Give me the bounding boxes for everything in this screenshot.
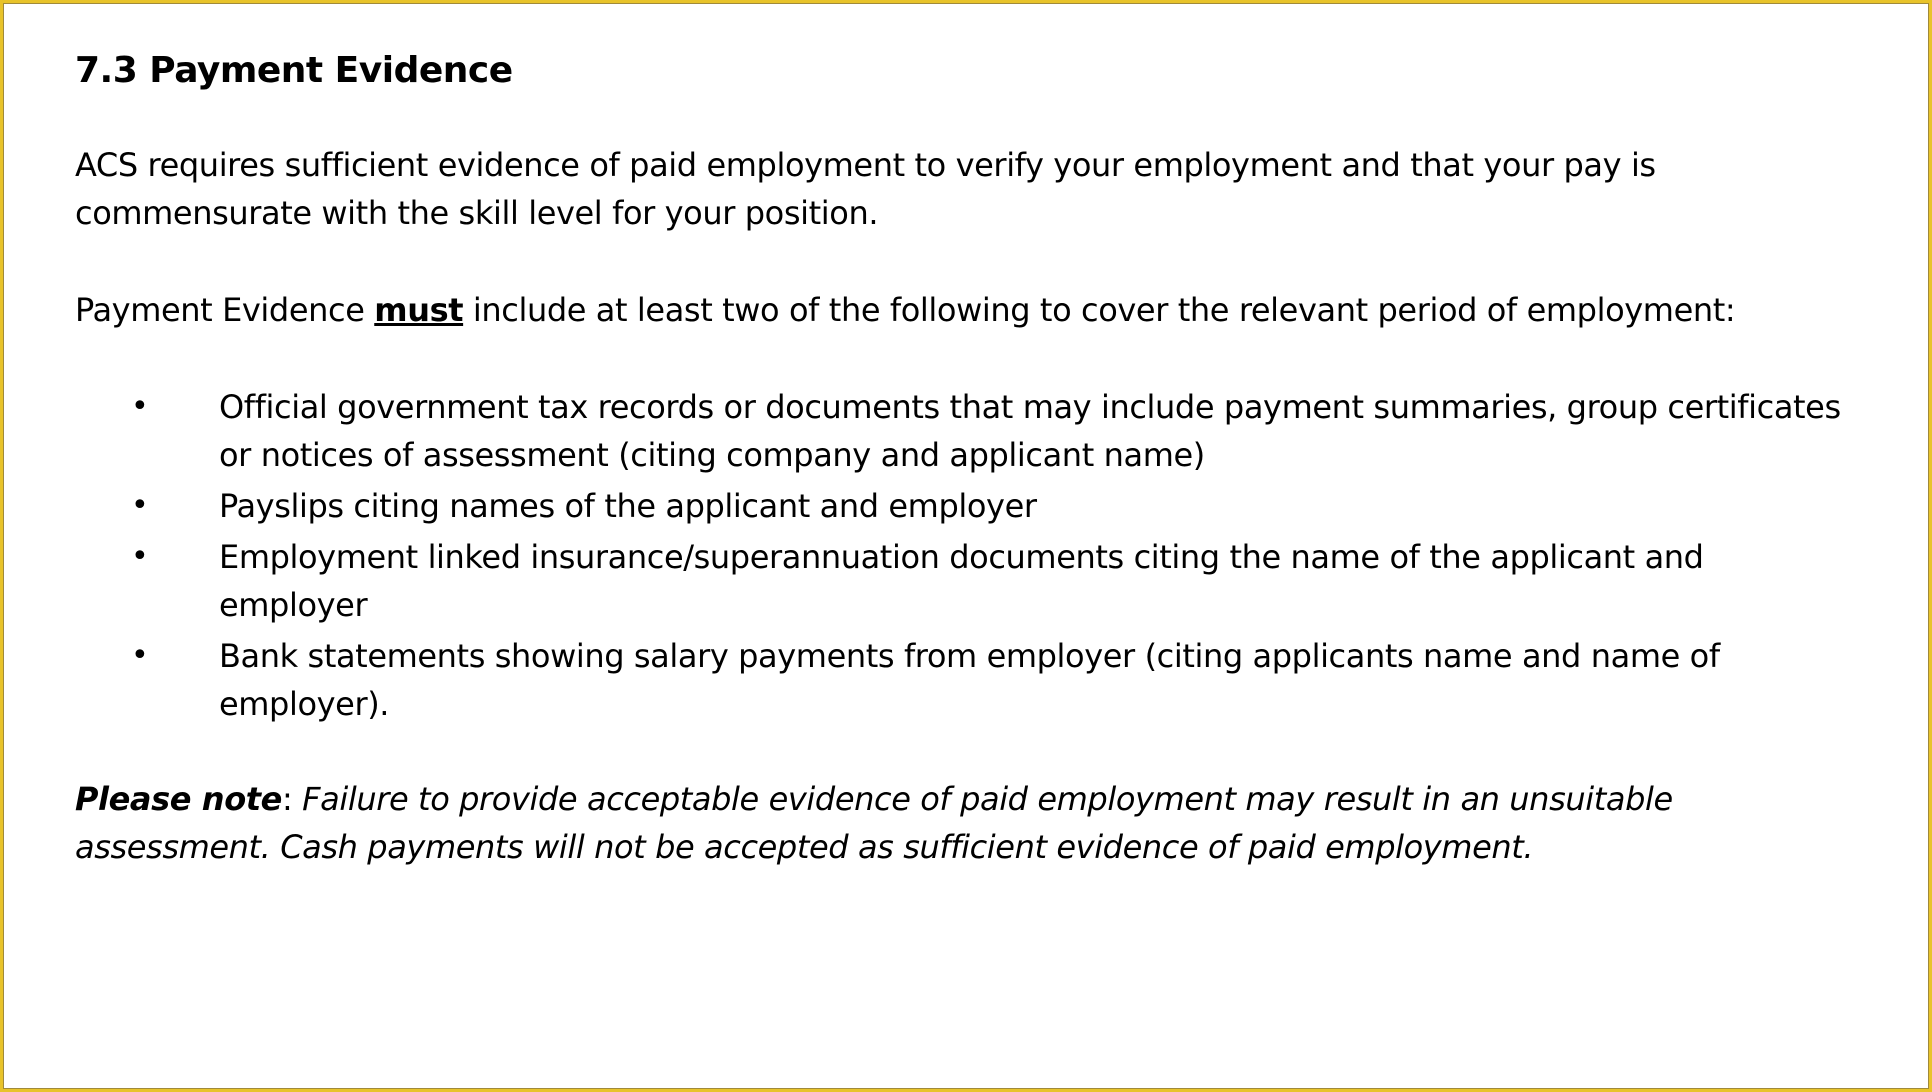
section-heading: 7.3 Payment Evidence [75, 50, 513, 91]
list-item-text: Employment linked insurance/superannuation documents citing the name of the applicant and employer [219, 538, 1704, 624]
list-item [75, 482, 1855, 530]
evidence-list [75, 383, 1855, 728]
note-label: Please note [75, 780, 282, 818]
requirement-emphasis: must [374, 291, 464, 329]
note-colon: : [281, 780, 293, 818]
list-item [75, 533, 1855, 629]
list-item-text: Official government tax records or documents that may include payment summaries, group certificates or notices of assessment (citing company and applicant name) [219, 388, 1841, 474]
bullet-icon: • [131, 638, 149, 673]
bullet-icon: • [131, 389, 149, 424]
note-paragraph [75, 775, 1855, 871]
list-item-text: Payslips citing names of the applicant and employer [219, 487, 1037, 525]
list-item [75, 632, 1855, 728]
intro-paragraph: ACS requires sufficient evidence of paid employment to verify your employment and that your pay is commensurate with the skill level for your position. [75, 146, 1656, 232]
note-text: Failure to provide acceptable evidence of paid employment may result in an unsuitable assessment. Cash payments will not be accepted as sufficient evidence of paid employment. [75, 780, 1673, 866]
list-item [75, 383, 1855, 479]
requirement-text-after: include at least two of the following to cover the relevant period of employment: [463, 291, 1736, 329]
document-body [75, 47, 1855, 871]
bullet-icon: • [131, 488, 149, 523]
requirement-paragraph [75, 286, 1855, 334]
bullet-icon: • [131, 539, 149, 574]
requirement-text-before: Payment Evidence [75, 291, 375, 329]
list-item-text: Bank statements showing salary payments from employer (citing applicants name and name of employer). [219, 637, 1720, 723]
